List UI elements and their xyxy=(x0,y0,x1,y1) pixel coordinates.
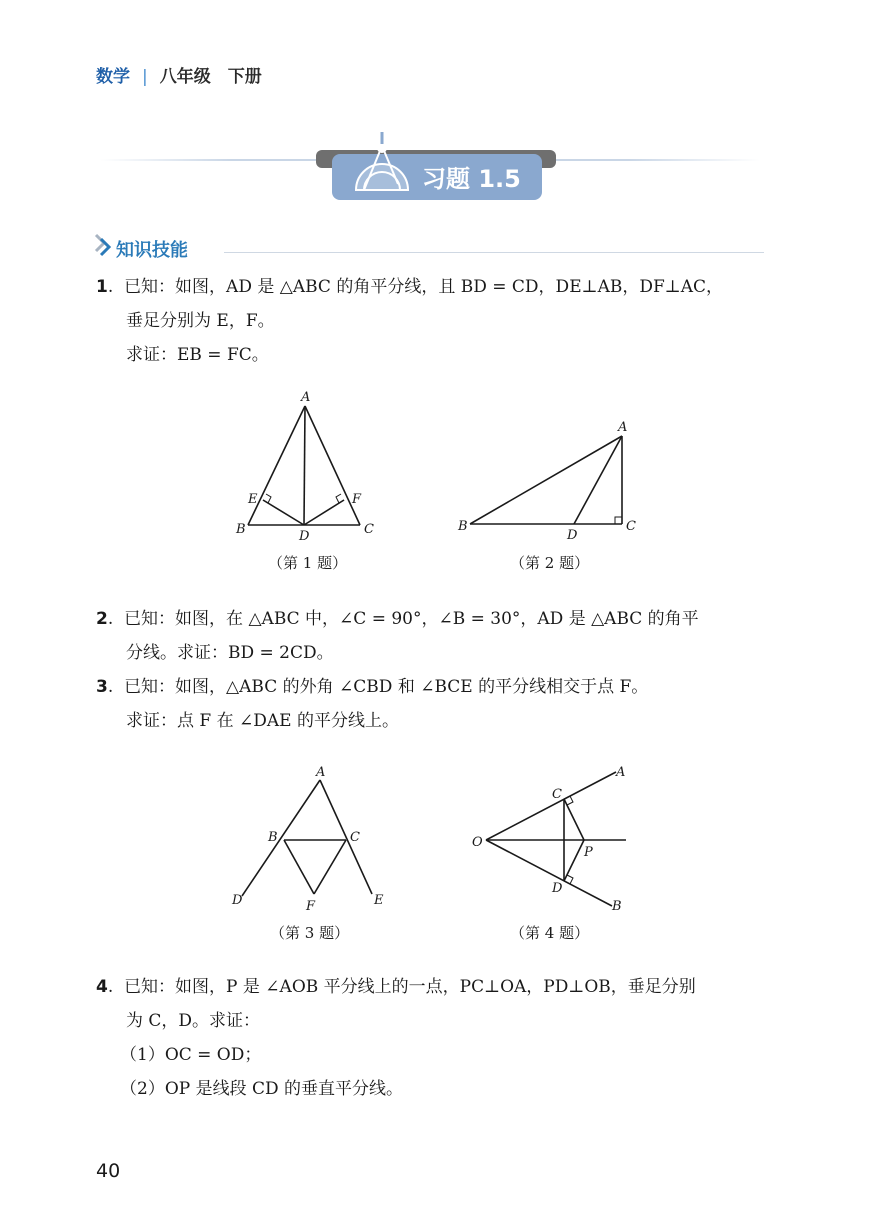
label-D: D xyxy=(232,893,243,908)
label-A: A xyxy=(616,765,626,780)
problem-line: （2）OP 是线段 CD 的垂直平分线。 xyxy=(120,1079,404,1099)
header-separator: | xyxy=(142,67,148,87)
problem-line: 已知：如图，△ABC 的外角 ∠CBD 和 ∠BCE 的平分线相交于点 F。 xyxy=(124,677,649,697)
problem-3: 3. 已知：如图，△ABC 的外角 ∠CBD 和 ∠BCE 的平分线相交于点 F。 xyxy=(96,677,649,697)
chevron-right-icon xyxy=(92,232,112,258)
label-B: B xyxy=(612,899,622,914)
label-E: E xyxy=(248,492,258,507)
right-angle-mark xyxy=(615,517,622,524)
problem-number: 2 xyxy=(96,609,108,629)
problem-line: 已知：如图，在 △ABC 中，∠C = 90°，∠B = 30°，AD 是 △ABC 的角平 xyxy=(124,609,699,629)
figure-4 xyxy=(466,758,640,916)
ray-AE xyxy=(320,780,372,894)
label-D: D xyxy=(299,529,310,544)
label-F: F xyxy=(306,899,316,914)
label-C: C xyxy=(364,522,374,537)
section-rule xyxy=(224,252,764,253)
segment-DP xyxy=(564,840,584,881)
label-C: C xyxy=(552,787,562,802)
problem-line: 为 C，D。求证： xyxy=(126,1011,261,1031)
label-A: A xyxy=(618,420,628,435)
segment-AB xyxy=(248,406,305,525)
label-D: D xyxy=(567,528,578,543)
label-D: D xyxy=(552,881,563,896)
figure-2-caption: （第 2 题） xyxy=(510,554,590,572)
problem-line: 已知：如图，AD 是 △ABC 的角平分线，且 BD = CD，DE⊥AB，DF⊥AC， xyxy=(124,277,724,297)
figure-1-caption: （第 1 题） xyxy=(268,554,348,572)
header-subject: 数学 xyxy=(96,67,130,87)
problem-2: 2. 已知：如图，在 △ABC 中，∠C = 90°，∠B = 30°，AD 是 △ABC 的角平 xyxy=(96,609,699,629)
figure-3 xyxy=(226,762,396,914)
problem-4: 4. 已知：如图，P 是 ∠AOB 平分线上的一点，PC⊥OA，PD⊥OB，垂足分别 xyxy=(96,977,696,997)
label-A: A xyxy=(301,390,311,405)
problem-number: 1 xyxy=(96,277,108,297)
page-number: 40 xyxy=(96,1160,121,1182)
segment-AB xyxy=(470,436,622,524)
problem-line: 垂足分别为 E，F。 xyxy=(126,311,275,331)
label-B: B xyxy=(458,519,468,534)
segment-CP xyxy=(564,799,584,840)
section-title: 知识技能 xyxy=(116,240,188,261)
label-F: F xyxy=(352,492,362,507)
label-B: B xyxy=(268,830,278,845)
segment-CF xyxy=(314,840,346,894)
header-grade: 八年级 下册 xyxy=(159,67,262,87)
segment-DE xyxy=(263,500,304,525)
figure-3-caption: （第 3 题） xyxy=(270,924,350,942)
ray-OB xyxy=(486,840,612,906)
ray-OA xyxy=(486,772,616,840)
label-C: C xyxy=(626,519,636,534)
figure-4-caption: （第 4 题） xyxy=(510,924,590,942)
label-O: O xyxy=(472,835,483,850)
running-header xyxy=(96,62,262,87)
problem-number: 3 xyxy=(96,677,108,697)
segment-DF xyxy=(304,500,344,525)
segment-BF xyxy=(284,840,314,894)
problem-line: 已知：如图，P 是 ∠AOB 平分线上的一点，PC⊥OA，PD⊥OB，垂足分别 xyxy=(124,977,696,997)
problem-line: 求证：点 F 在 ∠DAE 的平分线上。 xyxy=(126,711,399,731)
problem-line: 分线。求证：BD = 2CD。 xyxy=(126,643,334,663)
problem-line: 求证：EB = FC。 xyxy=(126,345,269,365)
label-A: A xyxy=(316,765,326,780)
figure-2 xyxy=(454,418,644,544)
label-B: B xyxy=(236,522,246,537)
problem-line: （1）OC = OD； xyxy=(120,1045,262,1065)
problem-1: 1. 已知：如图，AD 是 △ABC 的角平分线，且 BD = CD，DE⊥AB，DF⊥AC， xyxy=(96,277,724,297)
label-C: C xyxy=(350,830,360,845)
exercise-title: 习题 1.5 xyxy=(422,165,521,193)
label-P: P xyxy=(584,845,593,860)
segment-AD xyxy=(304,406,305,525)
label-E: E xyxy=(374,893,384,908)
problem-number: 4 xyxy=(96,977,108,997)
figure-1 xyxy=(230,388,380,544)
ray-AD xyxy=(242,780,320,896)
